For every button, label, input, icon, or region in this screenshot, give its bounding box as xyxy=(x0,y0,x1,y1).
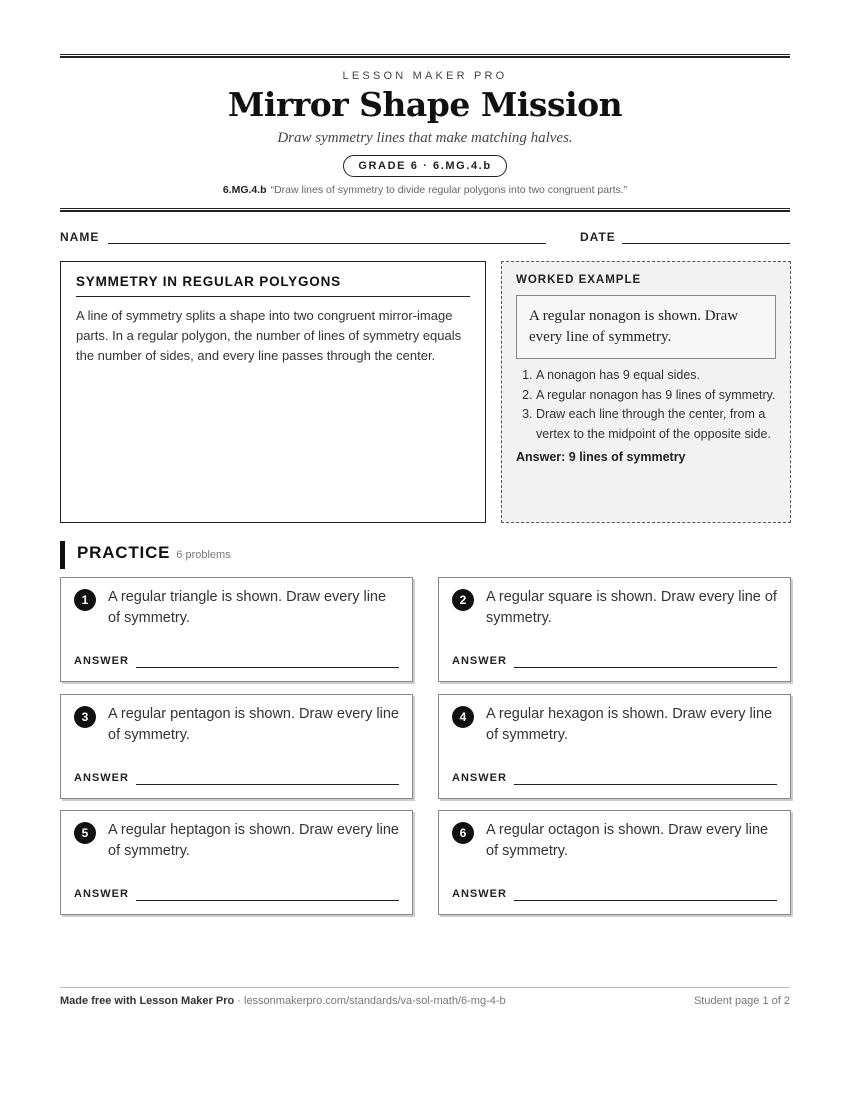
answer-label: ANSWER xyxy=(74,655,129,667)
problem-number: 1 xyxy=(74,589,96,611)
date-field[interactable] xyxy=(622,243,790,244)
answer-field[interactable] xyxy=(136,900,399,901)
name-date-row xyxy=(60,228,790,248)
answer-field[interactable] xyxy=(514,667,777,668)
page-title: Mirror Shape Mission xyxy=(227,85,623,124)
footer-made-with: Made free with Lesson Maker Pro xyxy=(60,995,235,1007)
answer-field[interactable] xyxy=(514,900,777,901)
answer-label: ANSWER xyxy=(74,888,129,900)
problem-number: 4 xyxy=(452,706,474,728)
page-subtitle: Draw symmetry lines that make matching halves. xyxy=(277,130,573,146)
answer-label: ANSWER xyxy=(452,772,507,784)
grade-badge: GRADE 6 · 6.MG.4.b xyxy=(343,155,506,177)
date-label: DATE xyxy=(580,230,616,244)
standard-text: “Draw lines of symmetry to divide regular polygons into two congruent parts.” xyxy=(270,184,628,196)
worked-example-heading: WORKED EXAMPLE xyxy=(516,274,642,286)
problem-text: A regular hexagon is shown. Draw every line of symmetry. xyxy=(486,706,773,743)
name-label: NAME xyxy=(60,230,100,244)
problem-text: A regular triangle is shown. Draw every line of symmetry. xyxy=(108,589,387,626)
problem-number: 5 xyxy=(74,822,96,844)
footer-page-number: Student page 1 of 2 xyxy=(693,995,790,1007)
practice-count: 6 problems xyxy=(176,549,231,561)
problem-text: A regular pentagon is shown. Draw every line of symmetry. xyxy=(108,706,399,743)
practice-heading xyxy=(60,541,231,569)
problem-card-2 xyxy=(438,577,791,682)
answer-label: ANSWER xyxy=(452,888,507,900)
problem-card-5 xyxy=(60,810,413,915)
header-bottom-rule xyxy=(60,208,790,212)
problem-text: A regular octagon is shown. Draw every line of symmetry. xyxy=(486,822,769,859)
worked-example-box xyxy=(501,261,791,523)
problem-number: 2 xyxy=(452,589,474,611)
answer-field[interactable] xyxy=(514,784,777,785)
worked-example-step: 1. A nonagon has 9 equal sides. xyxy=(536,366,776,386)
problem-card-4 xyxy=(438,694,791,799)
concept-body: A line of symmetry splits a shape into two congruent mirror-image parts. In a regular polygon, the number of lines of symmetry equals the number of sides, and every line passes through the center. xyxy=(76,308,462,363)
concept-box xyxy=(60,261,486,523)
practice-title: PRACTICE xyxy=(77,543,171,562)
problem-text: A regular heptagon is shown. Draw every line of symmetry. xyxy=(108,822,399,859)
name-field[interactable] xyxy=(108,243,546,244)
problem-card-3 xyxy=(60,694,413,799)
worked-example-step: 3. Draw each line through the center, from a vertex to the midpoint of the opposite side. xyxy=(536,405,776,444)
worked-example-step: 2. A regular nonagon has 9 lines of symmetry. xyxy=(536,386,776,406)
worksheet-header xyxy=(60,58,790,208)
worksheet-page xyxy=(60,54,790,1007)
problem-text: A regular square is shown. Draw every line of symmetry. xyxy=(486,589,777,626)
worked-example-answer: Answer: 9 lines of symmetry xyxy=(516,450,686,464)
answer-field[interactable] xyxy=(136,784,399,785)
answer-field[interactable] xyxy=(136,667,399,668)
problem-number: 6 xyxy=(452,822,474,844)
worked-example-steps xyxy=(516,366,776,444)
brand-name: LESSON MAKER PRO xyxy=(342,70,508,82)
answer-label: ANSWER xyxy=(74,772,129,784)
standard-description xyxy=(60,184,790,196)
page-footer xyxy=(60,987,790,1007)
problem-card-6 xyxy=(438,810,791,915)
answer-label: ANSWER xyxy=(452,655,507,667)
problem-number: 3 xyxy=(74,706,96,728)
standard-code: 6.MG.4.b xyxy=(222,184,267,196)
problem-card-1 xyxy=(60,577,413,682)
concept-heading: SYMMETRY IN REGULAR POLYGONS xyxy=(76,274,470,297)
footer-url[interactable]: · lessonmakerpro.com/standards/va-sol-math/6-mg-4-b xyxy=(234,995,506,1007)
worked-example-problem: A regular nonagon is shown. Draw every line of symmetry. xyxy=(516,295,776,359)
